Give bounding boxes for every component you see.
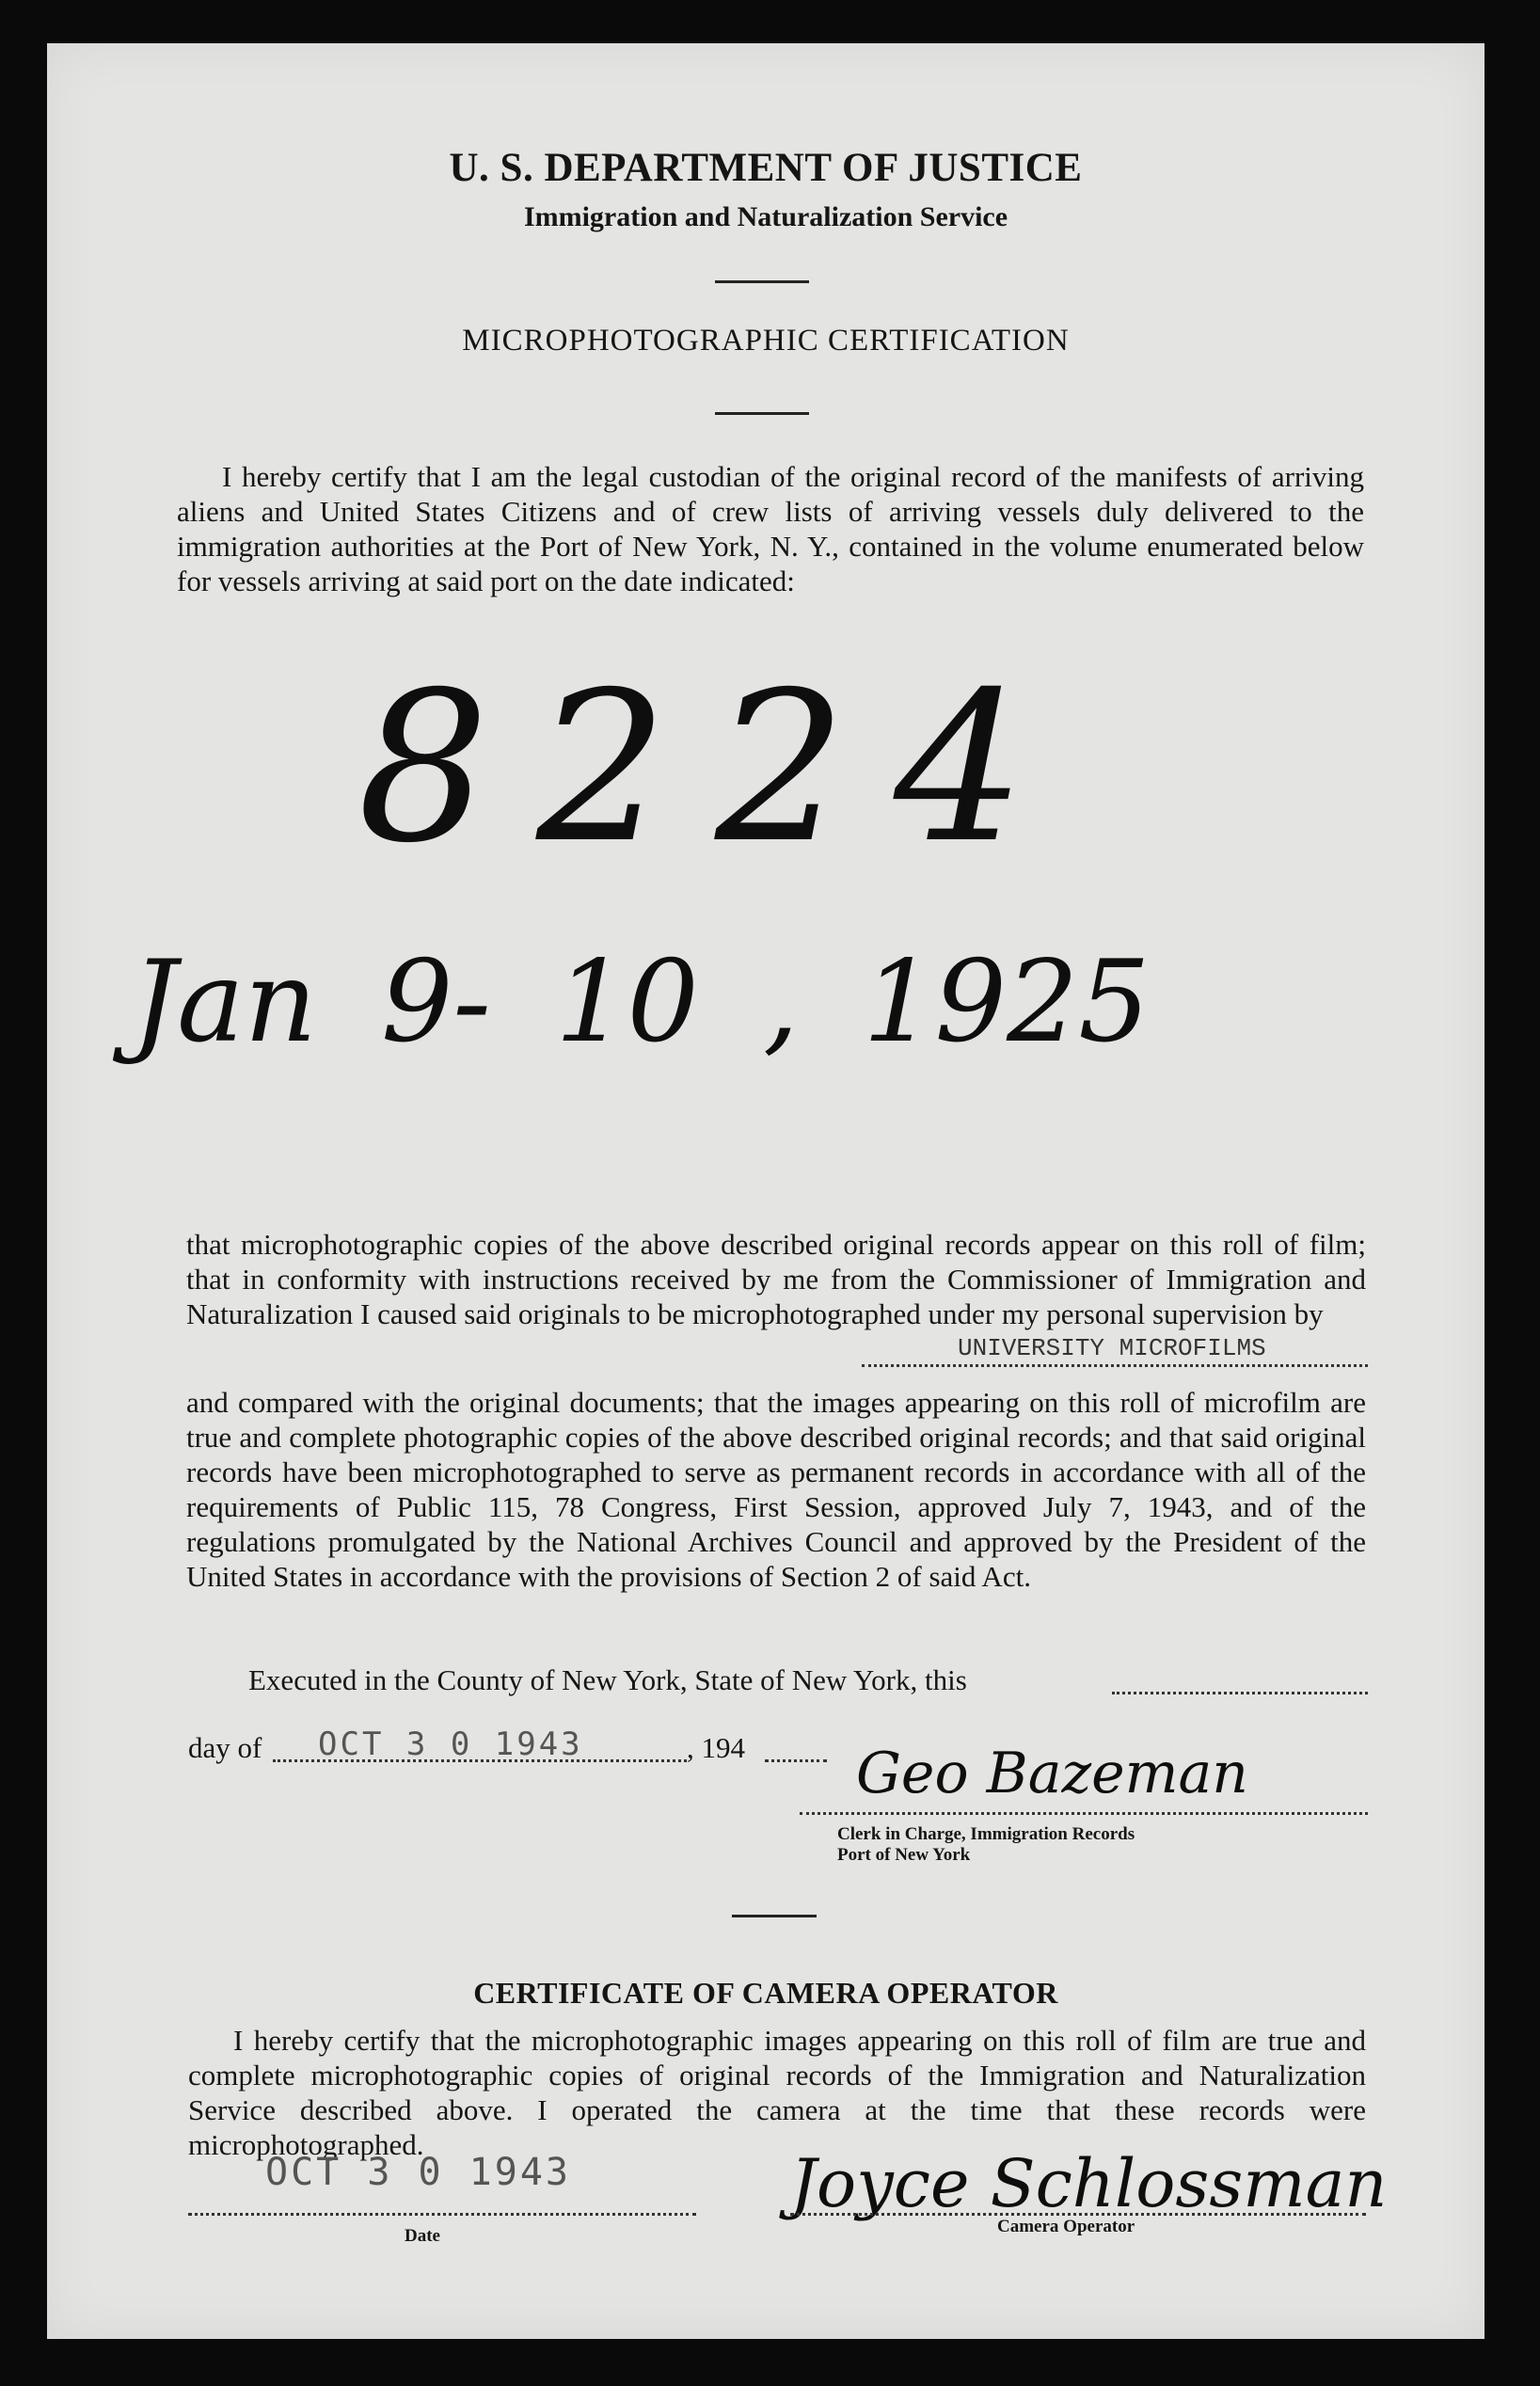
custodian-statement: I hereby certify that I am the legal custodian of the original record of the manifests of arriving aliens and United States Citizens and of crew lists of arriving vessels duly delivered to the immigration authorities at the Port of New York, N. Y., contained in the volume enumerated below for vessels arriving at said port on the date indicated: [177, 460, 1364, 597]
title-divider [715, 412, 809, 415]
camera-operator-heading: CERTIFICATE OF CAMERA OPERATOR [473, 1976, 1058, 2010]
date-label: Date [405, 2226, 440, 2246]
clerk-title-line2: Port of New York [837, 1845, 971, 1865]
department-heading: U. S. DEPARTMENT OF JUSTICE [449, 146, 1083, 190]
day-of-label: day of [188, 1731, 262, 1764]
camera-date-stamp: OCT 3 0 1943 [265, 2151, 571, 2194]
certificate-sheet [47, 43, 1484, 2339]
certification-title: MICROPHOTOGRAPHIC CERTIFICATION [462, 324, 1070, 358]
clerk-title-line1: Clerk in Charge, Immigration Records [837, 1824, 1135, 1844]
microfilm-statement-part1: that microphotographic copies of the above described original records appear on this roll of film; that in conformity with instructions received by me from the Commissioner of Immigration and Naturalization I caused said originals to be microphotographed under my personal supervision by [186, 1228, 1366, 1330]
executed-line: Executed in the County of New York, State of New York, this [248, 1663, 967, 1696]
camera-operator-statement: I hereby certify that the microphotographic images appearing on this roll of film are true and complete microphotographic copies of original records of the Immigration and Naturalization Service described above. I operated the camera at the time that these records were microphotographed. [188, 2024, 1366, 2161]
section-divider [732, 1915, 817, 1917]
header-divider [715, 280, 809, 283]
clerk-title [837, 1824, 1135, 1866]
date-dotted-line [188, 2213, 696, 2216]
photographer-dotted-line [862, 1364, 1368, 1367]
service-subheading: Immigration and Naturalization Service [523, 201, 1008, 232]
handwritten-volume-number: 8224 [357, 647, 1072, 888]
year-dotted-line [765, 1759, 827, 1762]
photographer-name: UNIVERSITY MICROFILMS [958, 1334, 1266, 1362]
camera-operator-signature: Joyce Schlossman [790, 2145, 1388, 2222]
clerk-signature: Geo Bazeman [856, 1741, 1248, 1806]
executed-day-dotted-line [1112, 1692, 1368, 1694]
handwritten-date-range: Jan 9- 10 , 1925 [132, 937, 1151, 1068]
operator-signature-line [790, 2213, 1366, 2216]
microfilm-statement-part2: and compared with the original documents; that the images appearing on this roll of microfilm are true and complete photographic copies of the above described original records; and that said original records have been microphotographed to serve as permanent records in accordance with all of the requirements of Public 115, 78 Congress, First Session, approved July 7, 1943, and of the regulations promulgated by the National Archives Council and approved by the President of the United States in accordance with the provisions of Section 2 of said Act. [186, 1386, 1366, 1593]
executed-date-stamp: OCT 3 0 1943 [318, 1726, 583, 1763]
clerk-signature-line [800, 1812, 1368, 1815]
camera-operator-label: Camera Operator [997, 2217, 1135, 2236]
year-prefix: , 194 [687, 1731, 745, 1764]
